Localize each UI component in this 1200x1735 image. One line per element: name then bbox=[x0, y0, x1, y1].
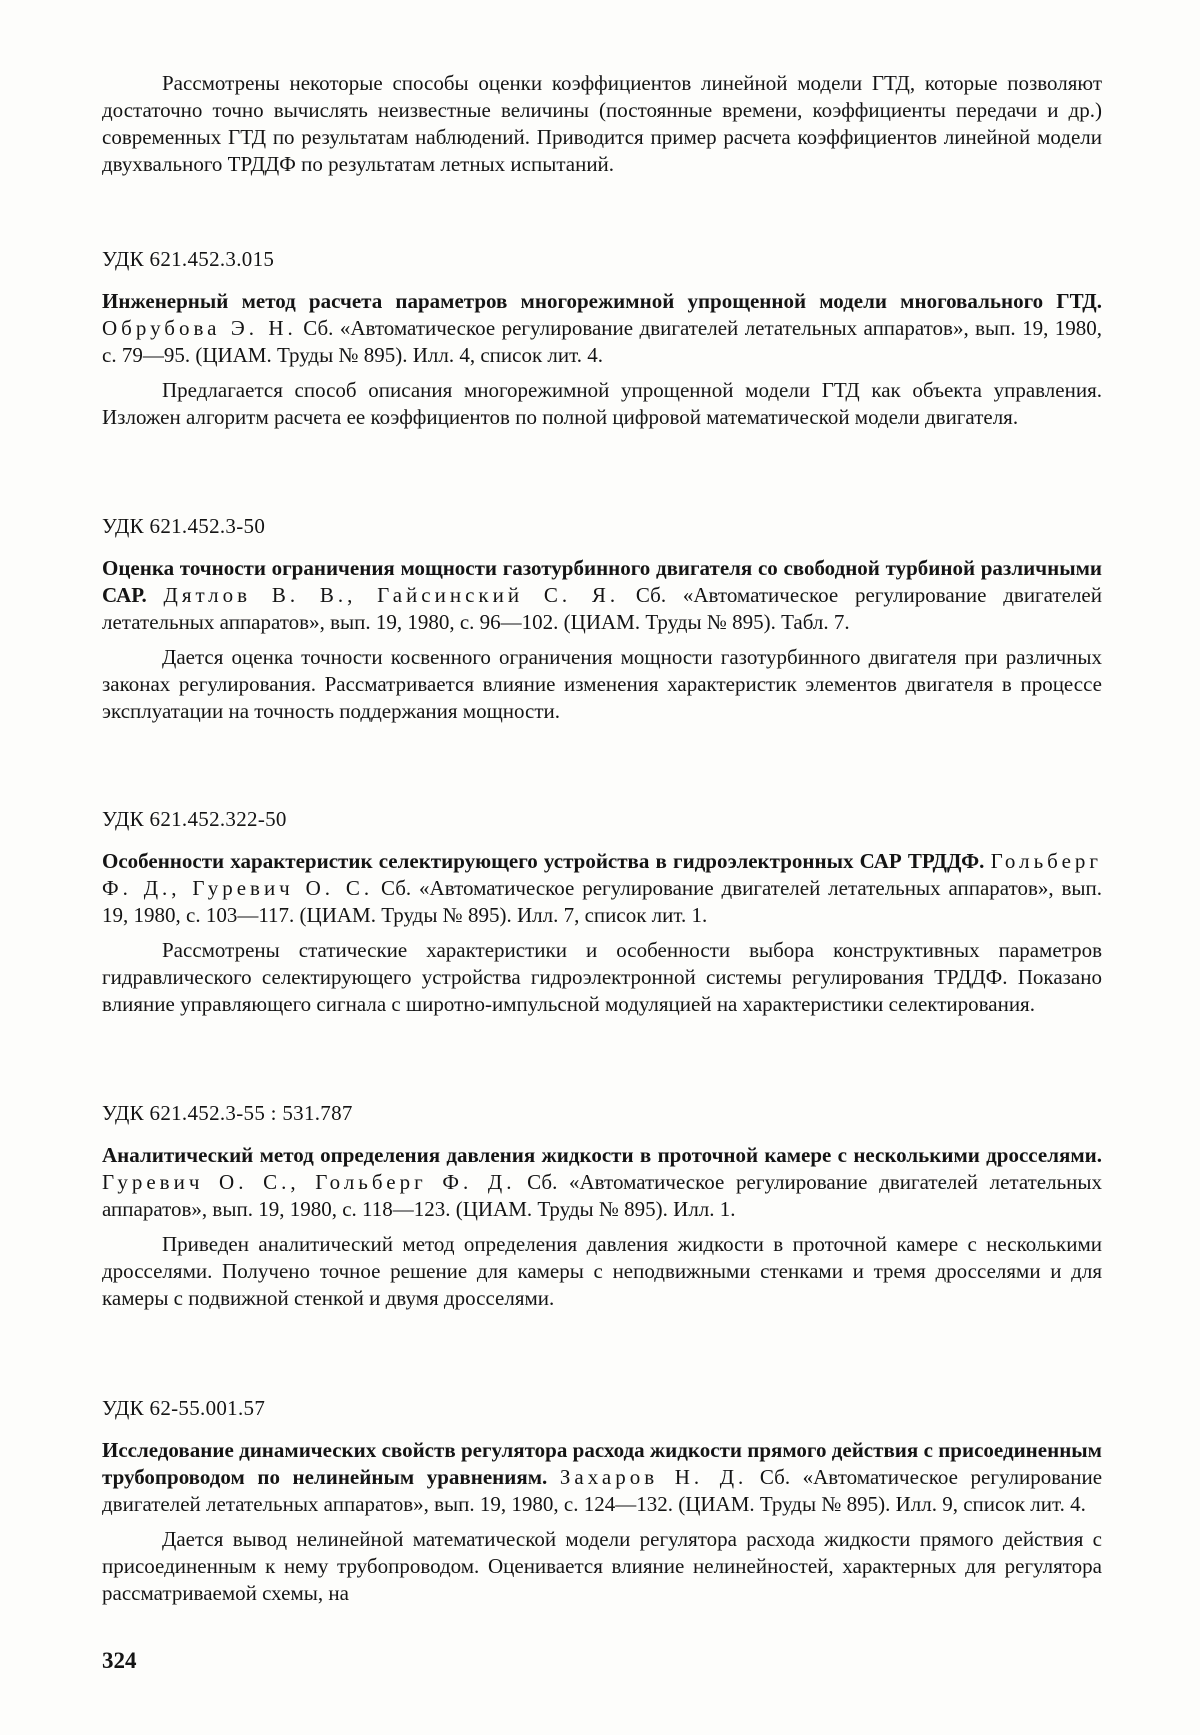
entry-abstract: Предлагается способ описания многорежимной упрощенной модели ГТД как объекта управления. Изложен алгоритм расчета ее коэффициентов по полной цифровой математической модели двигателя. bbox=[102, 378, 1102, 429]
entry-abstract: Рассмотрены статические характеристики и особенности выбора конструктивных параметров гидравлического селектирующего устройства гидроэлектронной системы регулирования ТРДДФ. Показано влияние управляющего сигнала с широтно-импульсной модуляцией на характеристики селектирования. bbox=[102, 938, 1102, 1016]
entry-source: Сб. «Автоматическое регулирование двигателей летательных аппаратов», вып. 19, 1980, с. 103—117. (ЦИАМ. Труды № 895). Илл. 7, список лит. 1. bbox=[102, 876, 1102, 927]
entry-5 bbox=[102, 1395, 1102, 1607]
entry-authors: Обрубова Э. Н. bbox=[102, 316, 297, 340]
entry-source: Сб. «Автоматическое регулирование двигателей летательных аппаратов», вып. 19, 1980, с. 79—95. (ЦИАМ. Труды № 895). Илл. 4, список лит. 4. bbox=[102, 316, 1102, 367]
entry-title: Инженерный метод расчета параметров многорежимной упрощенной модели многовального ГТД. bbox=[102, 289, 1102, 313]
entry-title: Исследование динамических свойств регулятора расхода жидкости прямого действия с присоединенным трубопроводом по нелинейным уравнениям. bbox=[102, 1438, 1102, 1489]
entry-authors: Гольберг Ф. Д., Гуревич О. С. bbox=[102, 849, 1103, 900]
entry-title: Особенности характеристик селектирующего устройства в гидроэлектронных САР ТРДДФ. bbox=[102, 849, 985, 873]
entry-title: Аналитический метод определения давления жидкости в проточной камере с несколькими дросселями. bbox=[102, 1143, 1102, 1167]
entry-source: Сб. «Автоматическое регулирование двигателей летательных аппаратов», вып. 19, 1980, с. 118—123. (ЦИАМ. Труды № 895). Илл. 1. bbox=[102, 1170, 1103, 1221]
entry-4 bbox=[102, 1100, 1102, 1312]
page-number: 324 bbox=[102, 1648, 137, 1673]
entry-authors: Захаров Н. Д. bbox=[559, 1465, 748, 1489]
udc-code: УДК 621.452.322-50 bbox=[102, 807, 287, 831]
entry-citation bbox=[102, 288, 1102, 369]
udc-code: УДК 621.452.3-50 bbox=[102, 514, 266, 538]
udc-code: УДК 62-55.001.57 bbox=[102, 1396, 266, 1420]
entry-1 bbox=[102, 246, 1102, 431]
entry-abstract: Дается вывод нелинейной математической модели регулятора расхода жидкости прямого действия с присоединенным к нему трубопроводом. Оценивается влияние нелинейностей, характерных для регулятора рассматриваемой схемы, на bbox=[102, 1527, 1102, 1605]
entry-citation bbox=[102, 848, 1102, 929]
entry-source: Сб. «Автоматическое регулирование двигателей летательных аппаратов», вып. 19, 1980, с. 124—132. (ЦИАМ. Труды № 895). Илл. 9, список лит. 4. bbox=[102, 1465, 1103, 1516]
udc-code: УДК 621.452.3.015 bbox=[102, 247, 275, 271]
entry-2 bbox=[102, 513, 1102, 725]
entry-abstract: Приведен аналитический метод определения давления жидкости в проточной камере с несколькими дросселями. Получено точное решение для камеры с неподвижными стенками и тремя дросселями и для камеры с подвижной стенкой и двумя дросселями. bbox=[102, 1232, 1102, 1310]
entry-authors: Гуревич О. С., Гольберг Ф. Д. bbox=[102, 1170, 516, 1194]
entry-abstract: Дается оценка точности косвенного ограничения мощности газотурбинного двигателя при различных законах регулирования. Рассматривается влияние изменения характеристик элементов двигателя в процессе эксплуатации на точность поддержания мощности. bbox=[102, 645, 1102, 723]
udc-code: УДК 621.452.3-55 : 531.787 bbox=[102, 1101, 353, 1125]
entry-citation bbox=[102, 1142, 1102, 1223]
intro-abstract: Рассмотрены некоторые способы оценки коэффициентов линейной модели ГТД, которые позволяют достаточно точно вычислять неизвестные величины (постоянные времени, коэффициенты передачи и др.) современных ГТД по результатам наблюдений. Приводится пример расчета коэффициентов линейной модели двухвального ТРДДФ по результатам летных испытаний. bbox=[102, 71, 1102, 176]
entry-citation bbox=[102, 555, 1102, 636]
intro-abstract-block bbox=[102, 70, 1102, 178]
entry-source: Сб. «Автоматическое регулирование двигателей летательных аппаратов», вып. 19, 1980, с. 96—102. (ЦИАМ. Труды № 895). Табл. 7. bbox=[102, 583, 1102, 634]
entry-citation bbox=[102, 1437, 1102, 1518]
entry-authors: Дятлов В. В., Гайсинский С. Я. bbox=[163, 583, 620, 607]
entry-title: Оценка точности ограничения мощности газотурбинного двигателя со свободной турбиной различными САР. bbox=[102, 556, 1102, 607]
entry-3 bbox=[102, 806, 1102, 1018]
